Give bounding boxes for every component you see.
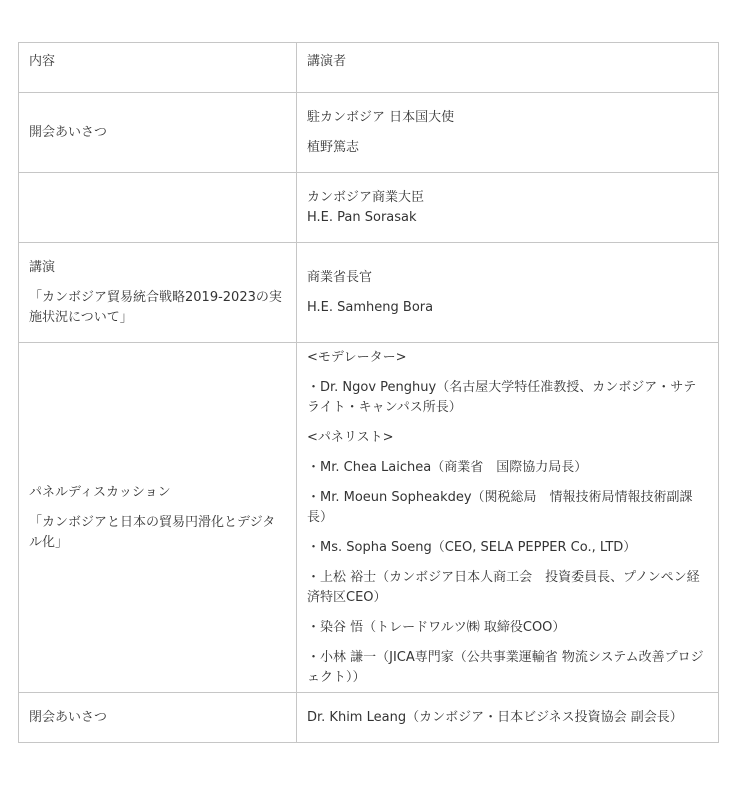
panelist-entry: ・染谷 悟（トレードワルツ㈱ 取締役COO） <box>307 619 566 635</box>
closing-content-cell <box>19 693 297 743</box>
minister-content-cell <box>19 173 297 243</box>
panel-speaker-cell <box>297 343 719 693</box>
opening-label: 開会あいさつ <box>29 124 108 140</box>
lecture-speaker-title: 商業省長官 <box>307 269 373 285</box>
table-row-lecture <box>19 243 719 343</box>
moderator-heading: <モデレーター> <box>307 349 407 365</box>
panelist-entry: ・上松 裕士（カンボジア日本人商工会 投資委員長、プノンペン経済特区CEO） <box>307 569 700 605</box>
panel-label: パネルディスカッション <box>29 484 171 500</box>
table-row-opening <box>19 93 719 173</box>
panelist-entry: ・Ms. Sopha Soeng（CEO, SELA PEPPER Co., LTD） <box>307 539 637 555</box>
panelist-entry: ・Mr. Chea Laichea（商業省 国際協力局長） <box>307 459 588 475</box>
minister-speaker-cell <box>297 173 719 243</box>
table-row-panel <box>19 343 719 693</box>
lecture-speaker-name: H.E. Samheng Bora <box>307 299 434 315</box>
table-row-minister <box>19 173 719 243</box>
table-header-row <box>19 43 719 93</box>
lecture-label: 講演 <box>29 259 56 275</box>
panel-topic: 「カンボジアと日本の貿易円滑化とデジタル化」 <box>29 514 276 550</box>
lecture-topic: 「カンボジア貿易統合戦略2019-2023の実施状況について」 <box>29 289 282 325</box>
panelist-entry: ・小林 謙一（JICA専門家（公共事業運輸省 物流システム改善プロジェクト）） <box>307 649 704 685</box>
header-speaker-cell <box>297 43 719 93</box>
minister-speaker-title: カンボジア商業大臣 <box>307 189 425 205</box>
moderator-entry: ・Dr. Ngov Penghuy（名古屋大学特任准教授、カンボジア・サテライト・キャンパス所長） <box>307 379 697 415</box>
closing-speaker: Dr. Khim Leang（カンボジア・日本ビジネス投資協会 副会長） <box>307 709 683 725</box>
minister-speaker-name: H.E. Pan Sorasak <box>307 209 417 225</box>
opening-speaker-name: 植野篤志 <box>307 139 360 155</box>
header-content-label: 内容 <box>29 54 56 69</box>
header-content-cell <box>19 43 297 93</box>
closing-speaker-cell <box>297 693 719 743</box>
opening-speaker-title: 駐カンボジア 日本国大使 <box>307 109 455 125</box>
opening-content-cell <box>19 93 297 173</box>
panelist-heading: <パネリスト> <box>307 429 394 445</box>
lecture-speaker-cell <box>297 243 719 343</box>
header-speaker-label: 講演者 <box>307 54 347 69</box>
table-row-closing <box>19 693 719 743</box>
program-table <box>18 42 719 743</box>
closing-label: 閉会あいさつ <box>29 709 108 725</box>
panel-content-cell <box>19 343 297 693</box>
panelist-entry: ・Mr. Moeun Sopheakdey（関税総局 情報技術局情報技術副課長） <box>307 489 693 525</box>
lecture-content-cell <box>19 243 297 343</box>
opening-speaker-cell <box>297 93 719 173</box>
